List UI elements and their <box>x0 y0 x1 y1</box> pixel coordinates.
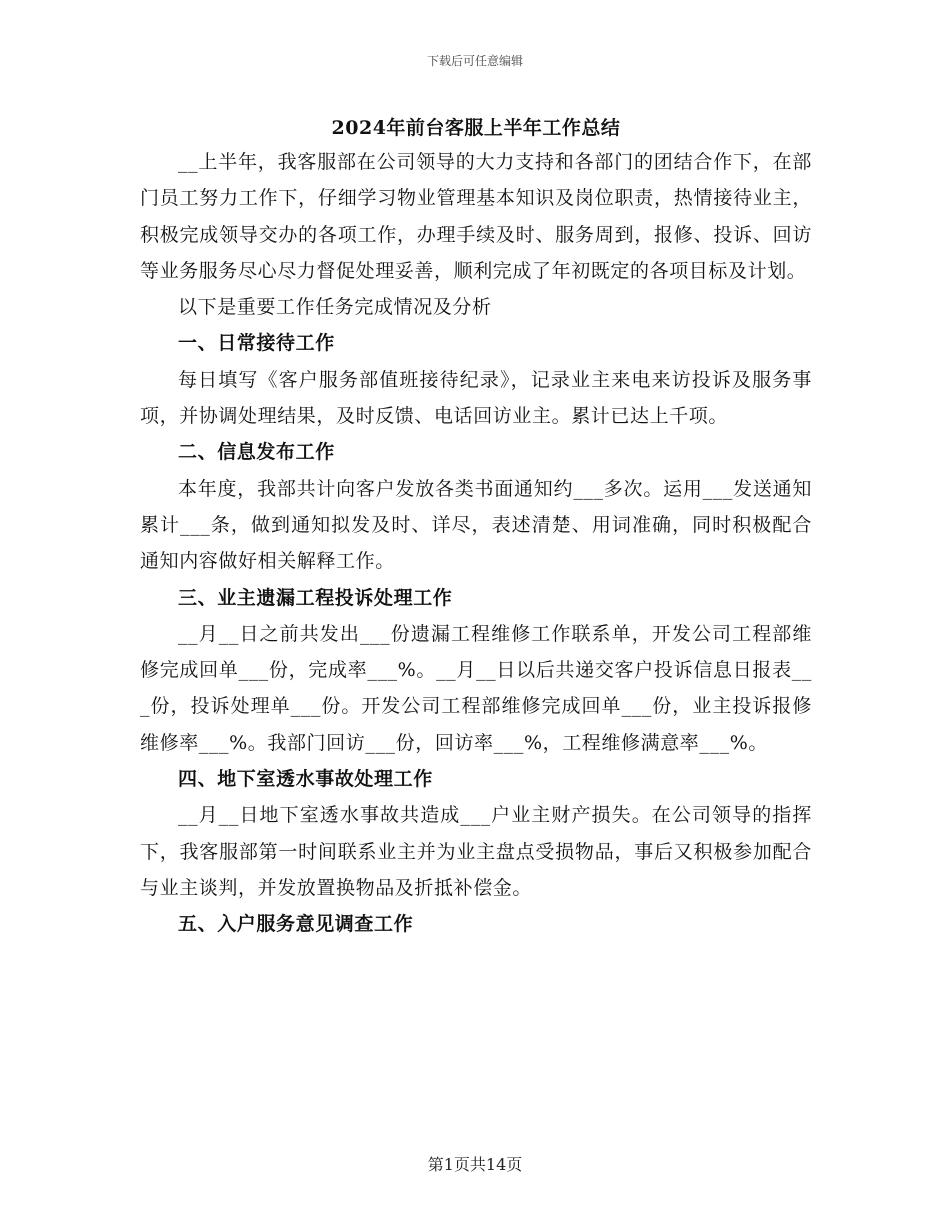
summary-line: 以下是重要工作任务完成情况及分析 <box>178 296 492 319</box>
section-heading-5: 五、入户服务意见调查工作 <box>178 913 414 936</box>
section-body-1: 每日填写《客户服务部值班接待纪录》，记录业主来电来访投诉及服务事项，并协调处理结果，及时反馈、电话回访业主。累计已达上千项。 <box>140 368 812 428</box>
document-body <box>140 112 812 943</box>
section-body-2: 本年度，我部共计向客户发放各类书面通知约___多次。运用___发送通知累计___条，做到通知拟发及时、详尽，表述清楚、用词准确，同时积极配合通知内容做好相关解释工作。 <box>140 477 812 573</box>
document-title: 2024年前台客服上半年工作总结 <box>331 117 621 139</box>
section-heading-3: 三、业主遗漏工程投诉处理工作 <box>178 586 453 609</box>
section-heading-2: 二、信息发布工作 <box>178 441 335 464</box>
section-heading-4: 四、地下室透水事故处理工作 <box>178 768 433 791</box>
intro-paragraph: __上半年，我客服部在公司领导的大力支持和各部门的团结合作下，在部门员工努力工作下，仔细学习物业管理基本知识及岗位职责，热情接待业主，积极完成领导交办的各项工作，办理手续及时、服务周到，报修、投诉、回访等业务服务尽心尽力督促处理妥善，顺利完成了年初既定的各项目标及计划。 <box>140 151 812 282</box>
section-heading-1: 一、日常接待工作 <box>178 332 335 355</box>
section-body-3: __月__日之前共发出___份遗漏工程维修工作联系单，开发公司工程部维修完成回单___份，完成率___%。__月__日以后共递交客户投诉信息日报表___份，投诉处理单___份。开发公司工程部维修完成回单___份，业主投诉报修维修率___%。我部门回访___份，回访率___%，工程维修满意率___%。 <box>140 622 812 754</box>
header-note: 下载后可任意编辑 <box>426 54 523 68</box>
section-body-4: __月__日地下室透水事故共造成___户业主财产损失。在公司领导的指挥下，我客服部第一时间联系业主并为业主盘点受损物品，事后又积极参加配合与业主谈判，并发放置换物品及折抵补偿金。 <box>140 804 812 899</box>
page-footer: 第1页共14页 <box>427 1155 523 1174</box>
